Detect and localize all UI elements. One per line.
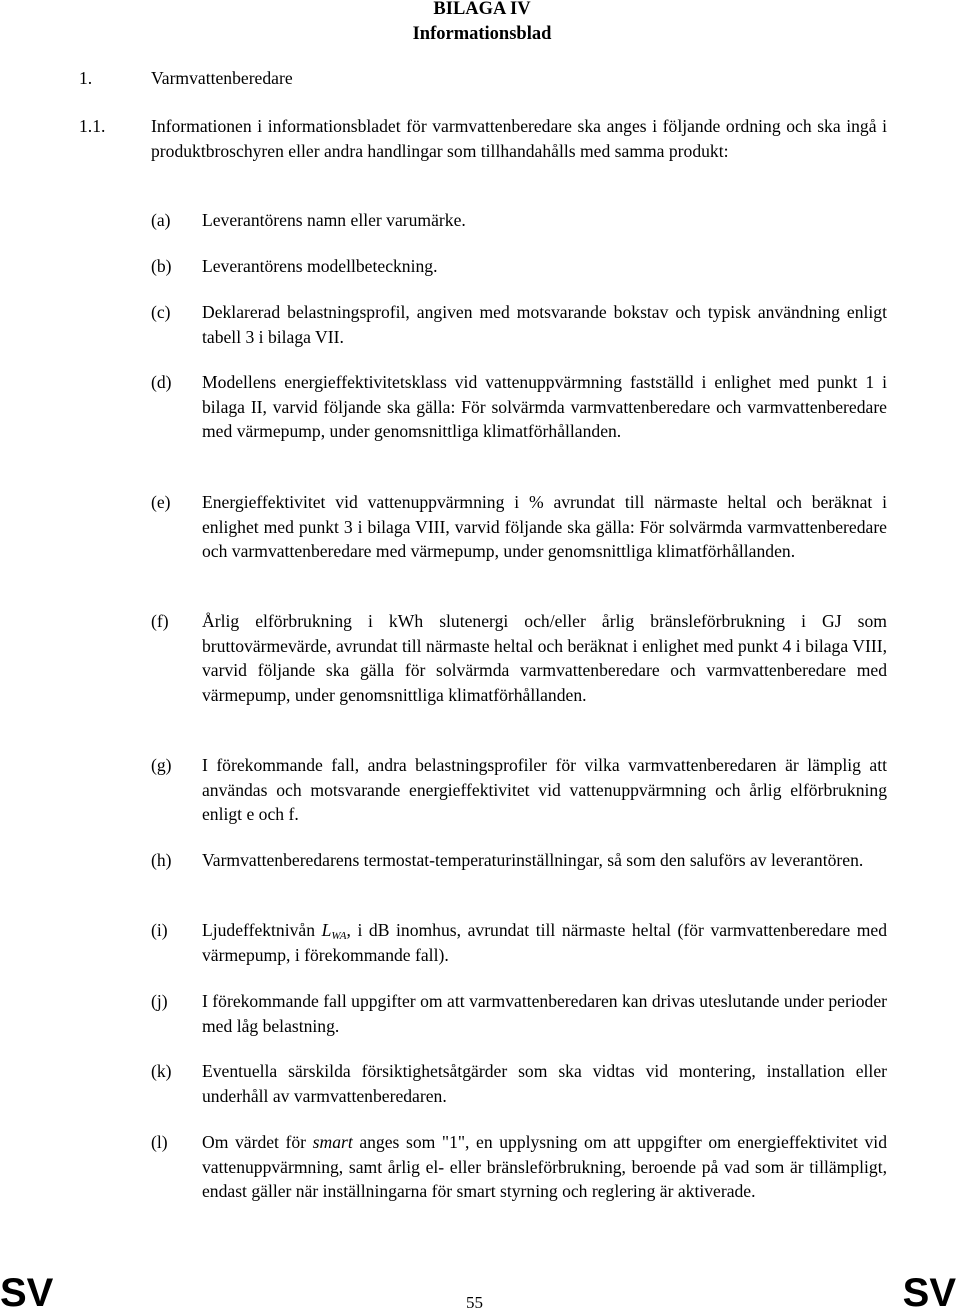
list-item-text: Leverantörens namn eller varumärke. bbox=[202, 210, 466, 230]
section-number: 1. bbox=[79, 68, 93, 88]
emphasis-smart: smart bbox=[312, 1132, 353, 1152]
page-number: 55 bbox=[466, 1293, 483, 1312]
list-item-letter: (c) bbox=[151, 302, 171, 322]
list-item-letter: (f) bbox=[151, 611, 169, 631]
list-item-text-part: Om värdet för bbox=[202, 1132, 313, 1152]
list-item-text: Årlig elförbrukning i kWh slutenergi och/eller årlig bränsleförbrukning i GJ som bruttovärmevärde, avrundat till närmaste heltal och beräknat i enlighet med punkt 4 i bilaga VIII, varvid följande ska gälla för solvärmda varmvattenberedare och varmvattenberedare med värmepump, under genomsnittliga klimatförhållanden. bbox=[202, 611, 887, 705]
language-code-left: SV bbox=[0, 1271, 54, 1315]
subsection-number: 1.1. bbox=[79, 116, 106, 136]
list-item-text: I förekommande fall, andra belastningsprofiler för vilka varmvattenberedaren är lämplig att användas och motsvarande energieffektivitet vid vattenuppvärmning och årlig elförbrukning enligt e och f. bbox=[202, 755, 887, 824]
annex-header bbox=[0, 0, 960, 47]
list-item-text: Modellens energieffektivitetsklass vid vattenuppvärmning fastställd i enlighet med punkt 1 i bilaga II, varvid följande ska gälla: För solvärmda varmvattenberedare och varmvattenberedare med värmepump, under genomsnittliga klimatförhållanden. bbox=[202, 372, 887, 441]
list-item-text bbox=[202, 918, 887, 967]
list-item-text: Deklarerad belastningsprofil, angiven med motsvarande bokstav och typisk användning enligt tabell 3 i bilaga VII. bbox=[202, 302, 887, 347]
list-item-text-part: , i dB inomhus, avrundat till närmaste heltal (för varmvattenberedare med värmepump, i förekommande fall). bbox=[202, 920, 887, 965]
list-item-letter: (j) bbox=[151, 991, 168, 1011]
list-item-text: Eventuella särskilda försiktighetsåtgärder som ska vidtas vid montering, installation eller underhåll av varmvattenberedaren. bbox=[202, 1061, 887, 1106]
list-item-text: Varmvattenberedarens termostat-temperaturinställningar, så som den saluförs av leverantören. bbox=[202, 850, 864, 870]
list-item-text: I förekommande fall uppgifter om att varmvattenberedaren kan drivas uteslutande under perioder med låg belastning. bbox=[202, 991, 887, 1036]
list-item-letter: (l) bbox=[151, 1132, 168, 1152]
document-title: Informationsblad bbox=[412, 24, 552, 44]
list-item-letter: (b) bbox=[151, 256, 172, 276]
list-item-text-part: Ljudeffektnivån bbox=[202, 920, 322, 940]
list-item-letter: (g) bbox=[151, 755, 172, 775]
section-title: Varmvattenberedare bbox=[151, 68, 293, 88]
list-item-letter: (i) bbox=[151, 920, 168, 940]
list-item-text bbox=[202, 1130, 887, 1204]
list-item-letter: (h) bbox=[151, 850, 172, 870]
list-item-letter: (a) bbox=[151, 210, 171, 230]
list-item-letter: (k) bbox=[151, 1061, 172, 1081]
list-item-letter: (d) bbox=[151, 372, 172, 392]
list-item-text: Energieffektivitet vid vattenuppvärmning i % avrundat till närmaste heltal och beräknat i enlighet med punkt 3 i bilaga VIII, varvid följande ska gälla: För solvärmda varmvattenberedare och varmvattenberedare med värmepump, under genomsnittliga klimatförhållanden. bbox=[202, 492, 887, 561]
annex-label: BILAGA IV bbox=[433, 0, 531, 19]
language-code-right: SV bbox=[902, 1271, 956, 1315]
list-item-text-part: anges som "1", en upplysning om att uppgifter om energieffektivitet vid vattenuppvärmning, samt årlig el- eller bränsleförbrukning, beroende på vad som är tillämpligt, endast gäller när inställningarna för smart styrning och reglering är aktiverade. bbox=[202, 1132, 887, 1201]
sound-power-subscript: WA bbox=[331, 930, 347, 942]
list-item-letter: (e) bbox=[151, 492, 171, 512]
list-item-text: Leverantörens modellbeteckning. bbox=[202, 256, 438, 276]
sound-power-symbol: L bbox=[321, 920, 332, 940]
subsection-text: Informationen i informationsbladet för varmvattenberedare ska anges i följande ordning och ska ingå i produktbroschyren eller andra handlingar som tillhandahålls med samma produkt: bbox=[151, 116, 887, 161]
